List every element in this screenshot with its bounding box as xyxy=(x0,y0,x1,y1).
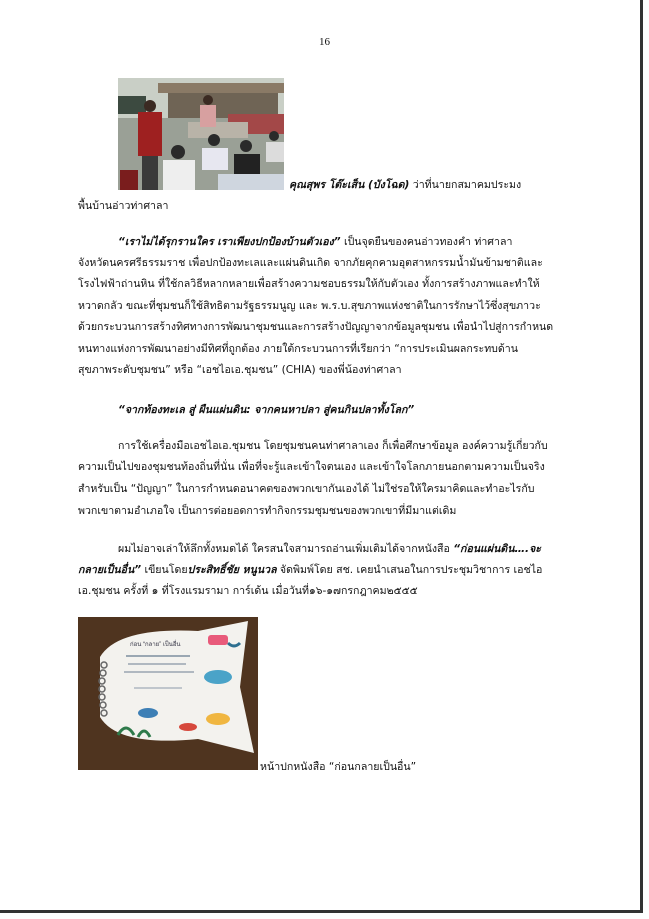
book-cover-title: ก่อน “กลาย” เป็นอื่น xyxy=(130,642,181,648)
para3-line1: ผมไม่อาจเล่าให้ลึกทั้งหมดได้ ใครสนใจสามารถอ่านเพิ่มเติมได้จากหนังสือ xyxy=(118,543,454,555)
para3-line3: เอ.ชุมชน ครั้งที่ ๑ ที่โรงแรมรามา การ์เด้น เมื่อวันที่๑๖-๑๗กรกฎาคม๒๕๕๕ xyxy=(78,585,418,597)
para1-line6: หนทางแห่งการพัฒนาอย่างมีทิศที่ถูกต้อง ภายใต้กระบวนการที่เรียกว่า “การประเมินผลกระทบด้าน xyxy=(78,343,518,355)
para1-line5: ด้วยกระบวนการสร้างทิศทางการพัฒนาชุมชนและการสร้างปัญญาจากข้อมูลชุมชน เพื่อนำไปสู่การกำหนด xyxy=(78,321,554,333)
para1-line2: จังหวัดนครศรีธรรมราช เพื่อปกป้องทะเลและแผ่นดินเกิด จากภัยคุกคามอุตสาหกรรมน้ำมันข้ามชาติและ xyxy=(78,257,543,269)
para1-line3: โรงไฟฟ้าถ่านหิน ที่ใช้กลวิธีหลากหลายเพื่อสร้างความชอบธรรมให้กับตัวเอง ทั้งการสร้างภาพและทำให้ xyxy=(78,278,540,290)
para3-line2-mid: เขียนโดย xyxy=(141,564,188,576)
author-name: ประสิทธิ์ชัย หนูนวล xyxy=(187,564,277,576)
photo2-caption: หน้าปกหนังสือ “ก่อนกลายเป็นอื่น” xyxy=(260,761,417,773)
para2-line3: สำหรับเป็น “ปัญญา” ในการกำหนดอนาคตของพวกเขากันเองได้ ไม่ใช่รอให้ใครมาคิดและทำอะไรกับ xyxy=(78,483,535,495)
para2-line2: ความเป็นไปของชุมชนท้องถิ่นที่นั่น เพื่อที่จะรู้และเข้าใจตนเอง และเข้าใจโลกภายนอกตามความเป็นจริง xyxy=(78,461,545,473)
section-heading: “จากท้องทะเล สู่ ผืนแผ่นดิน: จากคนหาปลา สู่คนกินปลาทั้งโลก” xyxy=(118,404,415,416)
photo1-caption-name: คุณสุพร โต๊ะเส็น (บังโฉด) xyxy=(289,179,410,191)
para1-line7: สุขภาพระดับชุมชน” หรือ “เอชไอเอ.ชุมชน” (CHIA) ของพี่น้องท่าศาลา xyxy=(78,364,402,376)
photo1-caption-rest: ว่าที่นายกสมาคมประมง xyxy=(409,179,522,191)
para2-line1: การใช้เครื่องมือเอชไอเอ.ชุมชน โดยชุมชนคนท่าศาลาเอง ก็เพื่อศึกษาข้อมูล องค์ความรู้เกี่ยวกับ xyxy=(118,440,548,452)
para3-line2-rest: จัดพิมพ์โดย สช. เคยนำเสนอในการประชุมวิชาการ เอชไอ xyxy=(276,564,543,576)
book-title-part2: กลายเป็นอื่น” xyxy=(78,564,142,576)
photo-speaker xyxy=(118,78,284,190)
photo-book-cover xyxy=(78,617,258,770)
para1-line1: เป็นจุดยืนของคนอ่าวทองคำ ท่าศาลา xyxy=(340,236,513,248)
para1-line4: หวาดกลัว ขณะที่ชุมชนก็ใช้สิทธิตามรัฐธรรมนูญ และ พ.ร.บ.สุขภาพแห่งชาติในการรักษาไว้ซึ่งสุขภาวะ xyxy=(78,300,541,312)
quote-heading: “เราไม่ได้รุกรานใคร เราเพียงปกป้องบ้านตัวเอง” xyxy=(118,236,341,248)
book-title-part1: “ก่อนแผ่นดิน….จะ xyxy=(453,543,541,555)
page-number: 16 xyxy=(319,36,330,48)
photo1-caption-line2: พื้นบ้านอ่าวท่าศาลา xyxy=(78,200,169,212)
para2-line4: พวกเขาตามอำเภอใจ เป็นการต่อยอดการทำกิจกรรมชุมชนของพวกเขาที่มีมาแต่เดิม xyxy=(78,505,457,517)
